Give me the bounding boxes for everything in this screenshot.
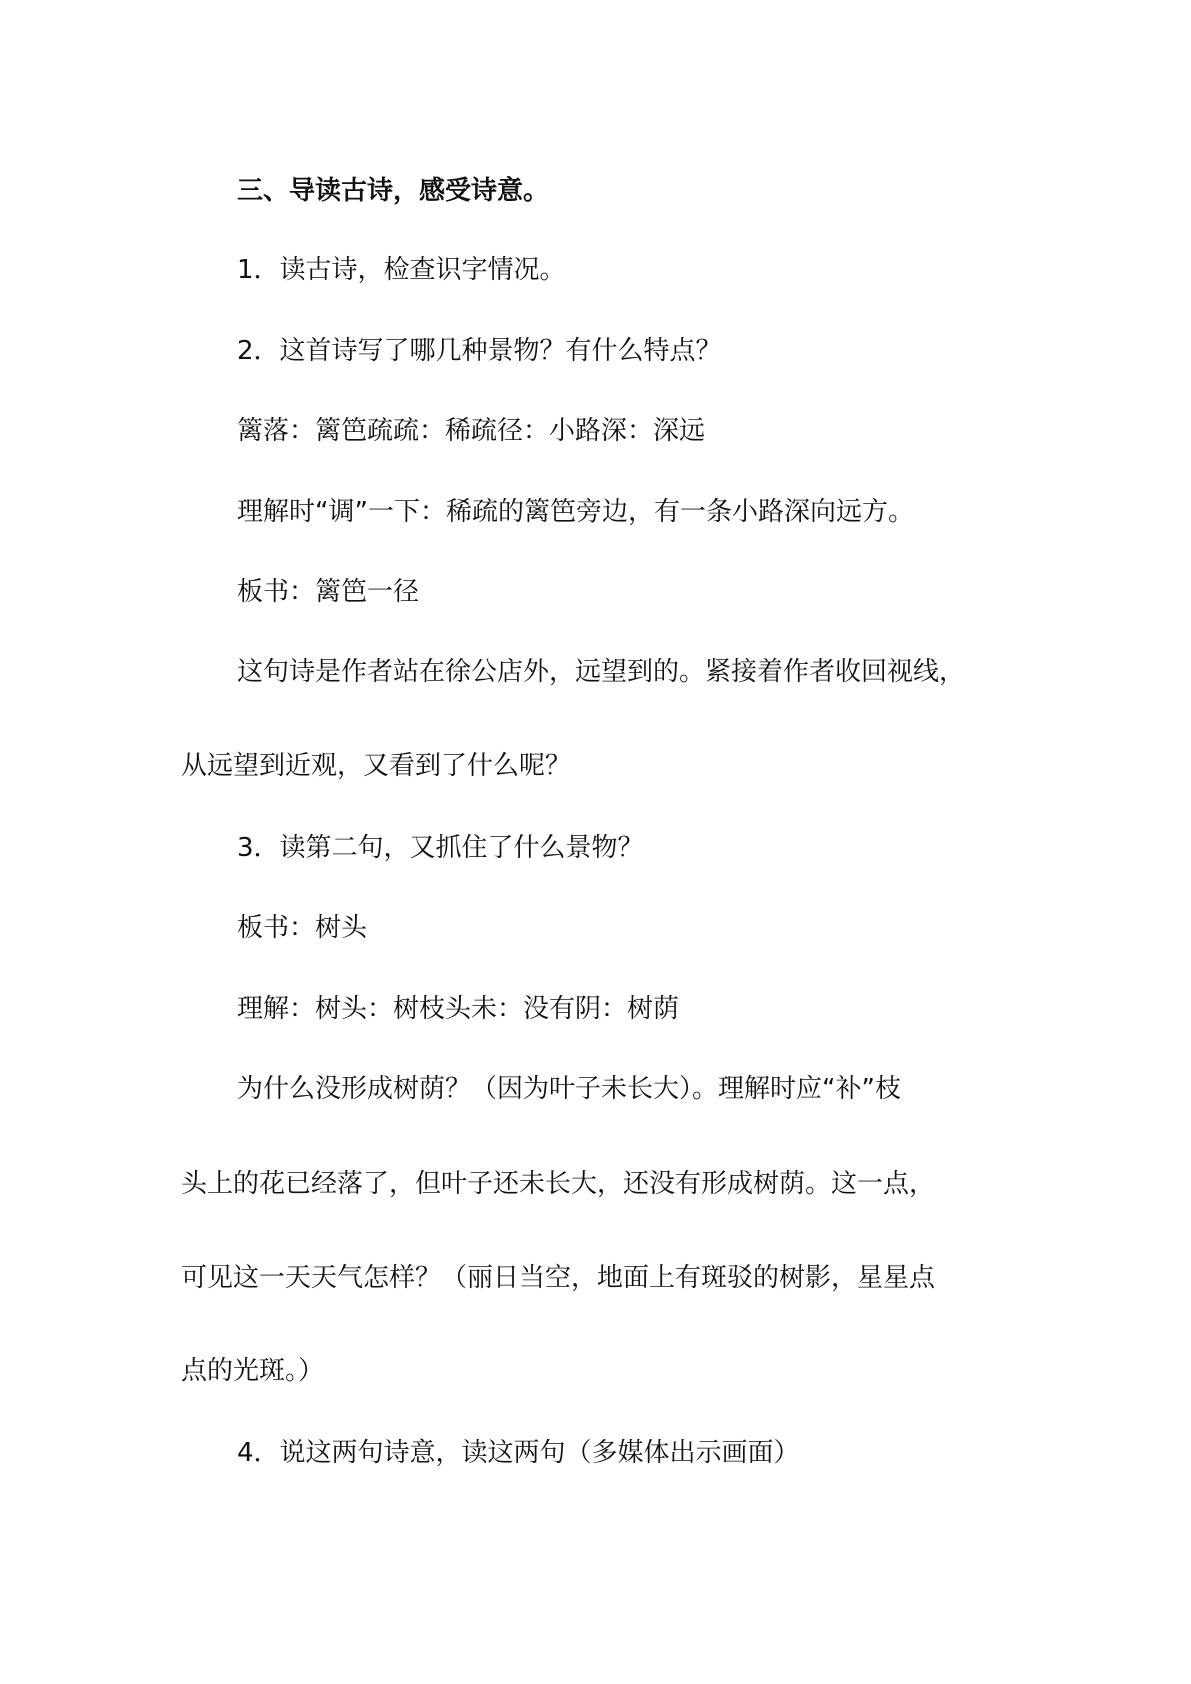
paragraph-line: 点的光斑。） (181, 1356, 325, 1386)
paragraph-line: 篱落：篱笆疏疏：稀疏径：小路深：深远 (237, 416, 706, 446)
paragraph-line: 从远望到近观，又看到了什么呢？ (181, 751, 572, 781)
paragraph-line: 4．说这两句诗意，读这两句（多媒体出示画面） (237, 1438, 800, 1468)
paragraph-line: 板书：篱笆一径 (237, 577, 420, 607)
paragraph-line: 1．读古诗，检查识字情况。 (237, 255, 566, 285)
paragraph-line: 理解时“调”一下：稀疏的篱笆旁边，有一条小路深向远方。 (237, 497, 914, 527)
paragraph-line: 3．读第二句，又抓住了什么景物？ (237, 833, 644, 863)
paragraph-line: 板书：树头 (237, 913, 368, 943)
paragraph-line: 头上的花已经落了，但叶子还未长大，还没有形成树荫。这一点， (181, 1169, 936, 1199)
section-heading: 三、导读古诗，感受诗意。 (237, 176, 550, 206)
paragraph-line: 理解：树头：树枝头未：没有阴：树荫 (237, 994, 680, 1024)
paragraph-line: 为什么没形成树荫？（因为叶子未长大）。理解时应“补”枝 (237, 1074, 901, 1104)
paragraph-line: 这句诗是作者站在徐公店外，远望到的。紧接着作者收回视线， (237, 657, 966, 687)
paragraph-line: 可见这一天天气怎样？（丽日当空，地面上有斑驳的树影，星星点 (181, 1263, 936, 1293)
paragraph-line: 2．这首诗写了哪几种景物？有什么特点？ (237, 336, 722, 366)
